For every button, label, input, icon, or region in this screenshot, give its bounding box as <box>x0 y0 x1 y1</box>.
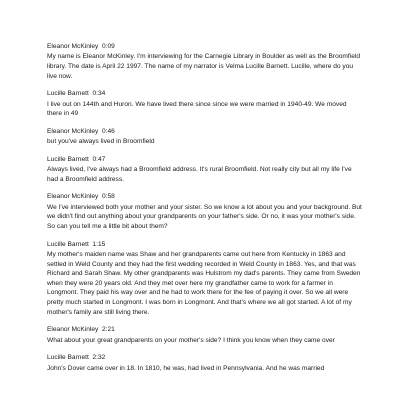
speaker-name: Lucille Barnett <box>47 240 89 248</box>
utterance-text: My mother's maiden name was Shaw and her grandparents came out here from Kentucky in 1863 and settled in Weld County and they had the first wedding recorded in Weld County in 1863. Yes, and that was Richard and Sarah Shaw. My other grandparents was Hulstrom my dad's parents. They came from Sweden when they were 20 years old. And they met over here my grandfather came to work for a farmer in Longmont. They paid his way over and he had to work there for the fee of paying it over. So we all were pretty much started in Longmont. I was born in Longmont. And that's where we all got started. A lot of my mother's family are still living there. <box>47 250 361 316</box>
utterance-text: My name is Eleanor McKinley. I'm interviewing for the Carnegie Library in Boulder as well as the Broomfield library. The date is April 22 1997. The name of my narrator is Velma Lucille Barnett. Lucille, where do you live now. <box>47 53 361 80</box>
transcript-entry <box>47 43 363 81</box>
utterance-text: I live out on 144th and Huron. We have lived there since since we were married in 1940-49. We moved there in 49 <box>47 100 347 118</box>
transcript-entry <box>47 193 363 231</box>
speaker-name: Eleanor McKinley <box>47 43 99 50</box>
transcript-entry <box>47 90 363 119</box>
speaker-line <box>47 241 363 249</box>
timestamp: 1:15 <box>92 240 106 248</box>
timestamp: 0:47 <box>92 155 106 163</box>
utterance-text: but you've always lived in Broomfield <box>47 138 155 146</box>
speaker-line <box>47 354 363 362</box>
speaker-name: Lucille Barnett <box>47 155 89 163</box>
utterance-text: We I've interviewed both your mother and your sister. So we know a lot about you and your background. But we didn't find out anything about your grandparents on your father's side. Or no, it was your mother's side. So can you tell me a little bit about them? <box>47 203 362 230</box>
utterance-text: What about your great grandparents on your mother's side? I think you know when they came over <box>47 336 335 344</box>
speaker-name: Lucille Barnett <box>47 354 89 362</box>
speaker-name: Eleanor McKinley <box>47 127 99 135</box>
speaker-line <box>47 193 363 201</box>
transcript <box>47 43 363 382</box>
utterance-text: Always lived, I've always had a Broomfield address. It's rural Broomfield. Not really city but all my life I've had a Broomfield address. <box>47 166 352 183</box>
speaker-name: Eleanor McKinley <box>47 193 99 201</box>
transcript-entry <box>47 326 363 345</box>
speaker-line <box>47 326 363 334</box>
timestamp: 0:46 <box>101 127 115 135</box>
speaker-name: Eleanor McKinley <box>47 326 99 334</box>
timestamp: 0:09 <box>101 43 115 50</box>
utterance-text: John's Dover came over in 18. In 1810, he was, had lived in Pennsylvania. And he was married <box>47 364 325 372</box>
transcript-entry <box>47 241 363 318</box>
speaker-line <box>47 128 363 136</box>
transcript-entry <box>47 156 363 185</box>
transcript-entry <box>47 354 363 373</box>
speaker-name: Lucille Barnett <box>47 90 89 98</box>
speaker-line <box>47 90 363 98</box>
speaker-line <box>47 43 363 51</box>
timestamp: 2:32 <box>92 354 106 362</box>
transcript-entry <box>47 128 363 147</box>
speaker-line <box>47 156 363 164</box>
timestamp: 0:58 <box>101 193 115 201</box>
timestamp: 2:21 <box>101 326 115 334</box>
timestamp: 0:34 <box>92 90 106 98</box>
